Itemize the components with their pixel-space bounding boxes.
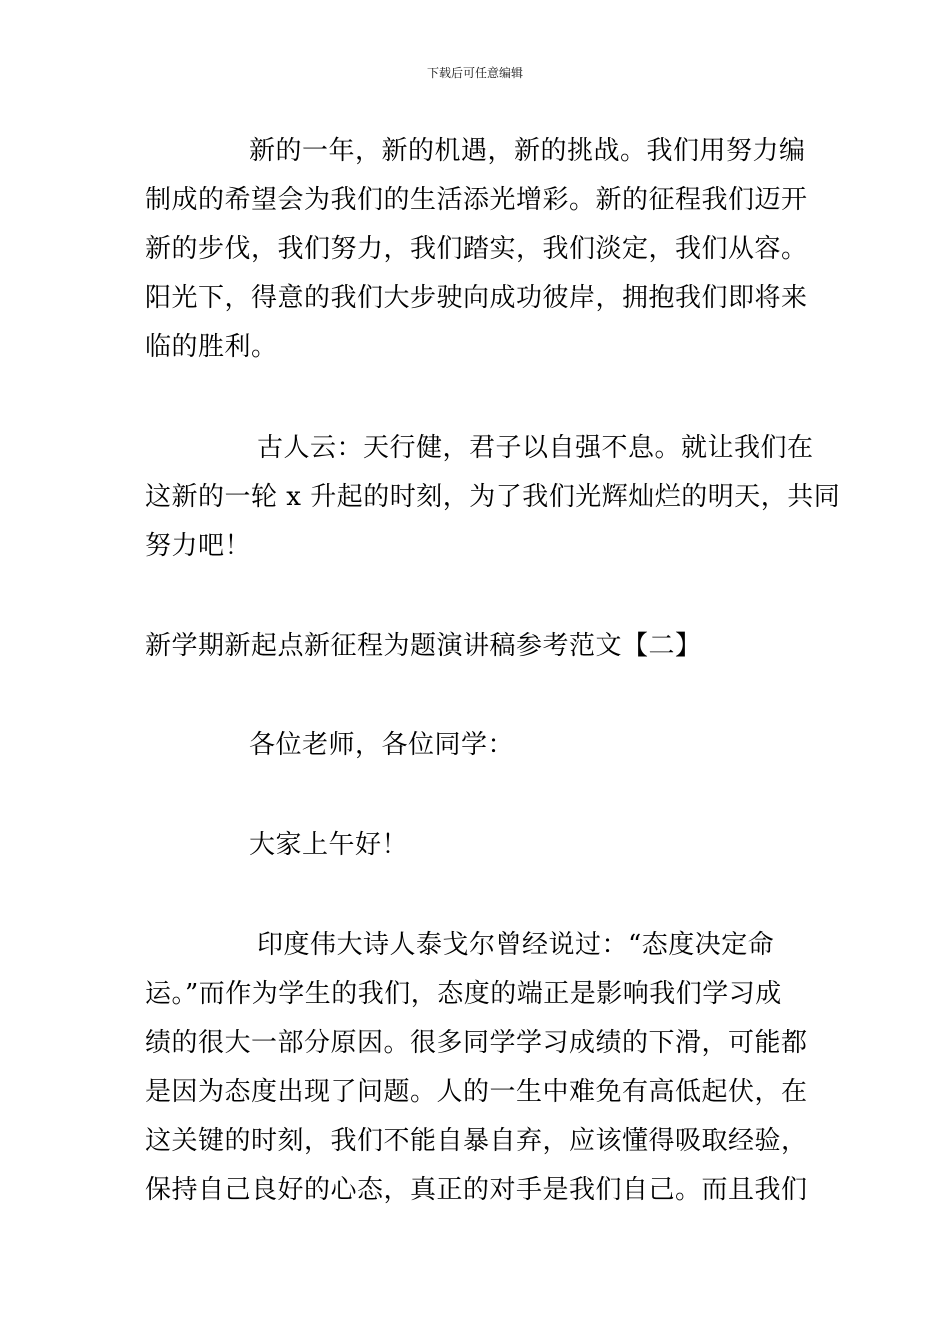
paragraph-line: 新的一年，新的机遇，新的挑战。我们用努力编 <box>249 136 806 166</box>
paragraph-line: 运。”而作为学生的我们，态度的端正是影响我们学习成 <box>145 979 782 1009</box>
paragraph-line: 制成的希望会为我们的生活添光增彩。新的征程我们迈开 <box>145 185 808 215</box>
paragraph-line: 保持自己良好的心态，真正的对手是我们自己。而且我们 <box>145 1175 808 1205</box>
paragraph-line: 各位老师，各位同学： <box>249 730 515 760</box>
paragraph-new-year <box>145 127 807 372</box>
paragraph-greeting <box>145 721 807 770</box>
paragraph-line: 绩的很大一部分原因。很多同学学习成绩的下滑，可能都 <box>145 1028 808 1058</box>
paragraph-line: 这新的一轮 x 升起的时刻，为了我们光辉灿烂的明天，共同 <box>145 482 841 512</box>
paragraph-line: 新的步伐，我们努力，我们踏实，我们淡定，我们从容。 <box>145 234 808 264</box>
page-header: 下载后可任意编辑 <box>426 66 523 80</box>
paragraph-line: 阳光下，得意的我们大步驶向成功彼岸，拥抱我们即将来 <box>145 283 808 313</box>
paragraph-line: 这关键的时刻，我们不能自暴自弃，应该懂得吸取经验， <box>145 1126 808 1156</box>
paragraph-tagore <box>145 921 807 1215</box>
section-heading <box>145 622 807 671</box>
paragraph-line: 努力吧！ <box>145 531 252 561</box>
paragraph-line: 是因为态度出现了问题。人的一生中难免有高低起伏，在 <box>145 1077 808 1107</box>
paragraph-good-morning <box>145 821 807 870</box>
paragraph-line: 印度伟大诗人泰戈尔曾经说过：“态度决定命 <box>257 930 775 960</box>
paragraph-ancient-saying <box>145 424 841 571</box>
heading-line: 新学期新起点新征程为题演讲稿参考范文【二】 <box>145 631 702 661</box>
paragraph-line: 临的胜利。 <box>145 332 278 362</box>
paragraph-line: 大家上午好！ <box>249 830 409 860</box>
paragraph-line: 古人云：天行健，君子以自强不息。就让我们在 <box>257 433 814 463</box>
